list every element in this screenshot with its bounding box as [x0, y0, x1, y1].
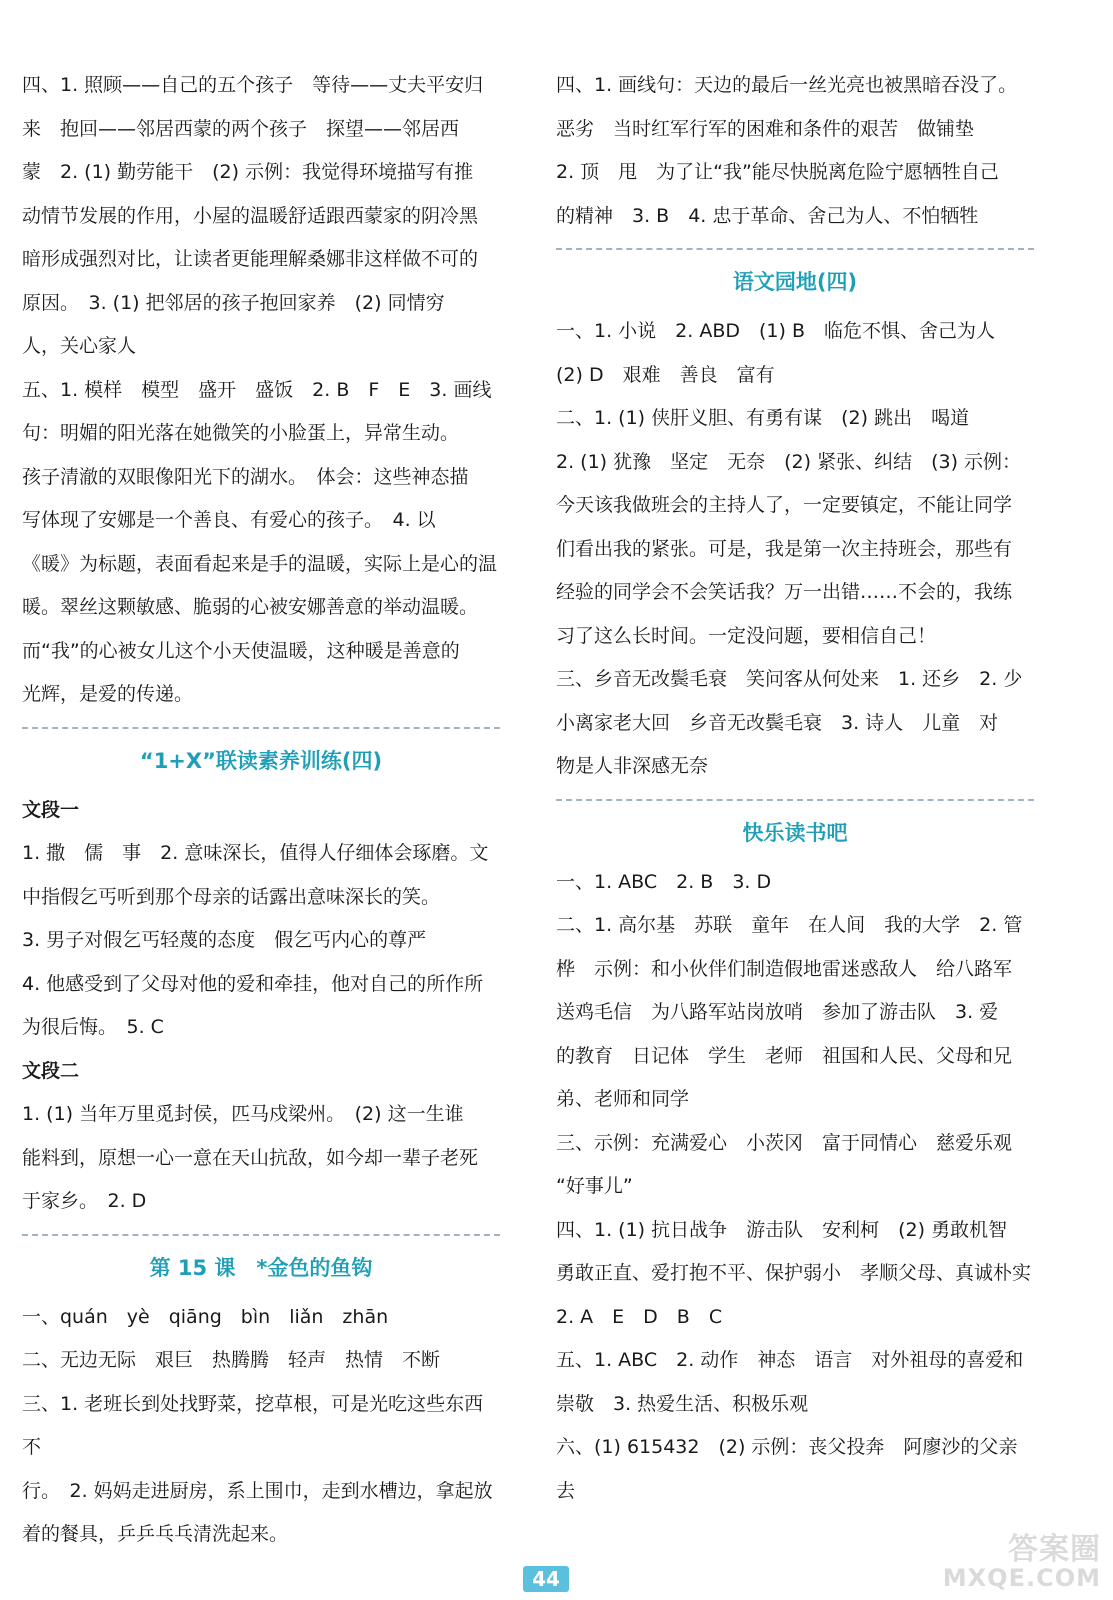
section-divider: [22, 727, 500, 729]
text-line: 二、无边无际 艰巨 热腾腾 轻声 热情 不断: [22, 1349, 441, 1371]
text-line: 1. (1) 当年万里觅封侯，匹马戍梁州。 (2) 这一生谁: [22, 1103, 464, 1125]
text-line: 的教育 日记体 学生 老师 祖国和人民、父母和兄: [556, 1044, 1013, 1067]
text-line: 句：明媚的阳光落在她微笑的小脸蛋上，异常生动。: [22, 422, 460, 444]
answer-block: [22, 832, 500, 1050]
watermark-logo: [942, 1532, 1101, 1592]
section-divider: [22, 1234, 500, 1236]
answer-block: [556, 861, 1034, 1514]
text-line: 一、1. ABC 2. B 3. D: [556, 870, 772, 893]
text-line: 一、1. 小说 2. ABD (1) B 临危不惧、舍己为人: [556, 320, 995, 342]
text-line: 2. (1) 犹豫 坚定 无奈 (2) 紧张、纠结 (3) 示例：: [556, 450, 1022, 473]
text-line: (2) D 艰难 善良 富有: [556, 363, 775, 386]
text-line: 二、1. (1) 侠肝义胆、有勇有谋 (2) 跳出 喝道: [556, 407, 970, 429]
passage-label: 文段二: [22, 1059, 80, 1082]
text-line: 二、1. 高尔基 苏联 童年 在人间 我的大学 2. 管: [556, 914, 1023, 936]
text-line: 四、1. (1) 抗日战争 游击队 安利柯 (2) 勇敢机智: [556, 1218, 1008, 1241]
text-line: 孩子清澈的双眼像阳光下的湖水。 体会：这些神态描: [22, 465, 469, 488]
page-number: 44: [523, 1566, 569, 1592]
answer-block: [556, 64, 1034, 238]
text-line: 送鸡毛信 为八路军站岗放哨 参加了游击队 3. 爱: [556, 1001, 999, 1023]
text-line: 桦 示例：和小伙伴们制造假地雷迷惑敌人 给八路军: [556, 957, 1013, 980]
text-line: 蒙 2. (1) 勤劳能干 (2) 示例：我觉得环境描写有推: [22, 161, 474, 183]
text-line: 六、(1) 615432 (2) 示例：丧父投奔 阿廖沙的父亲去: [556, 1436, 1018, 1502]
section-heading: 快乐读书吧: [742, 820, 848, 845]
text-line: 五、1. ABC 2. 动作 神态 语言 对外祖母的喜爱和: [556, 1349, 1024, 1371]
text-line: 动情节发展的作用，小屋的温暖舒适跟西蒙家的阴冷黑: [22, 204, 479, 227]
text-line: 于家乡。 2. D: [22, 1190, 147, 1212]
watermark-url: MXQE.COM: [942, 1564, 1101, 1592]
answer-block: [22, 1093, 500, 1224]
text-line: 着的餐具，乒乒乓乓清洗起来。: [22, 1523, 289, 1545]
text-line: 写体现了安娜是一个善良、有爱心的孩子。 4. 以: [22, 509, 436, 531]
text-line: 习了这么长时间。一定没问题，要相信自己！: [556, 624, 937, 647]
watermark-text: 答案圈: [1008, 1532, 1101, 1567]
text-line: 人，关心家人: [22, 335, 137, 357]
text-line: 为很后悔。 5. C: [22, 1016, 164, 1038]
text-line: 4. 他感受到了父母对他的爱和牵挂，他对自己的所作所: [22, 972, 484, 995]
text-line: 3. 男子对假乞丐轻蔑的态度 假乞丐内心的尊严: [22, 929, 427, 951]
text-line: 1. 撒 儒 事 2. 意味深长，值得人仔细体会琢磨。文: [22, 842, 489, 864]
text-line: 勇敢正直、爱打抱不平、保护弱小 孝顺父母、真诚朴实: [556, 1262, 1032, 1284]
text-line: 今天该我做班会的主持人了，一定要镇定，不能让同学: [556, 494, 1013, 516]
text-line: 小离家老大回 乡音无改鬓毛衰 3. 诗人 儿童 对: [556, 711, 999, 734]
text-line: 们看出我的紧张。可是，我是第一次主持班会，那些有: [556, 537, 1013, 560]
text-line: 物是人非深感无奈: [556, 755, 709, 777]
text-line: 三、示例：充满爱心 小茨冈 富于同情心 慈爱乐观: [556, 1131, 1013, 1154]
text-line: 三、1. 老班长到处找野菜，挖草根，可是光吃这些东西不: [22, 1392, 484, 1458]
right-column: [556, 64, 1034, 1513]
text-line: 的精神 3. B 4. 忠于革命、舍己为人、不怕牺牲: [556, 204, 979, 227]
text-line: 四、1. 画线句：天边的最后一丝光亮也被黑暗吞没了。: [556, 74, 1018, 96]
text-line: 能料到，原想一心一意在天山抗敌，如今却一辈子老死: [22, 1146, 479, 1169]
text-line: 四、1. 照顾——自己的五个孩子 等待——丈夫平安归: [22, 74, 484, 96]
text-line: 原因。 3. (1) 把邻居的孩子抱回家养 (2) 同情穷: [22, 291, 445, 314]
text-line: 行。 2. 妈妈走进厨房，系上围巾，走到水槽边，拿起放: [22, 1479, 493, 1502]
text-line: “好事儿”: [556, 1175, 633, 1197]
section-heading: “1+X”联读素养训练(四): [139, 748, 383, 773]
text-line: 弟、老师和同学: [556, 1088, 690, 1110]
text-line: 光辉，是爱的传递。: [22, 683, 194, 705]
answer-block: [556, 310, 1034, 789]
passage-label: 文段一: [22, 798, 80, 821]
section-divider: [556, 799, 1034, 801]
text-line: 经验的同学会不会笑话我？万一出错……不会的，我练: [556, 581, 1013, 603]
text-line: 来 抱回——邻居西蒙的两个孩子 探望——邻居西: [22, 117, 460, 140]
text-line: 一、quán yè qiāng bìn liǎn zhān: [22, 1305, 389, 1328]
text-line: 暗形成强烈对比，让读者更能理解桑娜非这样做不可的: [22, 248, 479, 270]
answer-block: [22, 64, 500, 717]
left-column: [22, 64, 500, 1557]
text-line: 三、乡音无改鬓毛衰 笑问客从何处来 1. 还乡 2. 少: [556, 668, 1023, 690]
text-line: 《暖》为标题，表面看起来是手的温暖，实际上是心的温: [22, 552, 498, 575]
answer-block: [22, 1296, 500, 1557]
text-line: 2. 顶 甩 为了让“我”能尽快脱离危险宁愿牺牲自己: [556, 161, 999, 183]
text-line: 五、1. 模样 模型 盛开 盛饭 2. B F E 3. 画线: [22, 378, 492, 401]
text-line: 崇敬 3. 热爱生活、积极乐观: [556, 1392, 809, 1415]
text-line: 中指假乞丐听到那个母亲的话露出意味深长的笑。: [22, 885, 441, 908]
text-line: 2. A E D B C: [556, 1305, 723, 1328]
text-line: 而“我”的心被女儿这个小天使温暖，这种暖是善意的: [22, 639, 460, 662]
lesson-heading: 第 15 课 *金色的鱼钩: [149, 1255, 373, 1280]
text-line: 恶劣 当时红军行军的困难和条件的艰苦 做铺垫: [556, 117, 975, 140]
section-divider: [556, 248, 1034, 250]
section-heading: 语文园地(四): [732, 270, 858, 294]
text-line: 暖。翠丝这颗敏感、脆弱的心被安娜善意的举动温暖。: [22, 596, 479, 618]
